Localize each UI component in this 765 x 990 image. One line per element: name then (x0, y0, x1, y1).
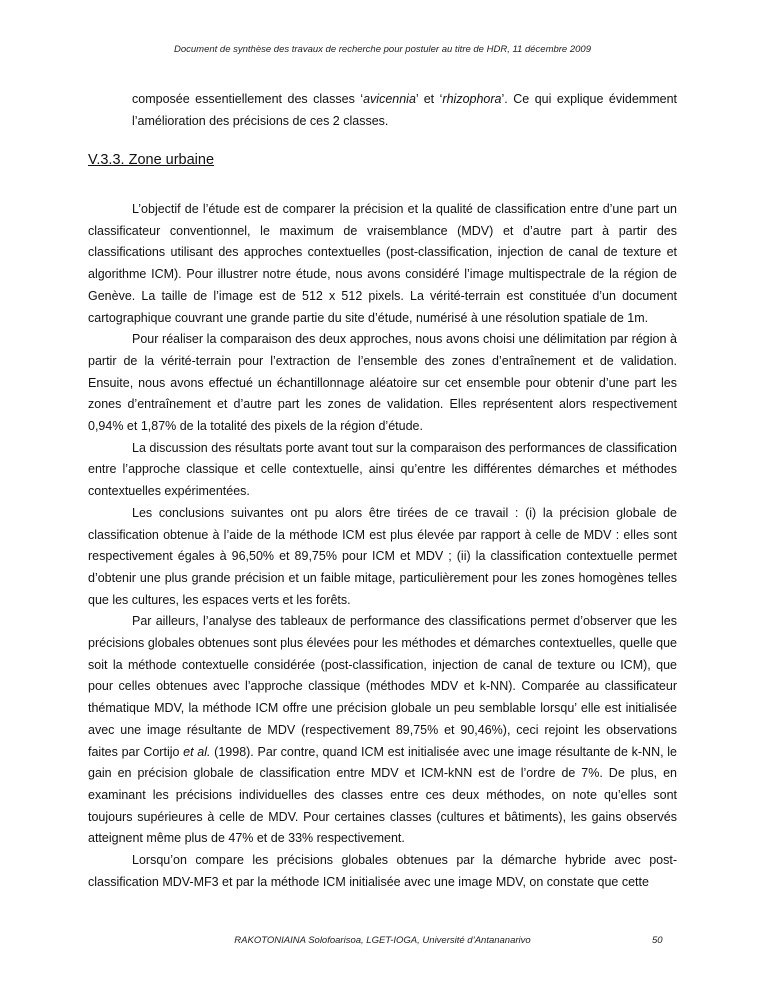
intro-continuation (132, 88, 677, 132)
section-heading: V.3.3. Zone urbaine (88, 152, 215, 168)
page-number: 50 (652, 935, 663, 946)
intro-species-rhizophora: rhizophora (442, 92, 502, 106)
intro-text-1: composée essentiellement des classes ‘ (132, 92, 364, 106)
intro-species-avicennia: avicennia (363, 92, 416, 106)
intro-text-2: ’ et ‘ (415, 92, 443, 106)
paragraph-conclusions: Les conclusions suivantes ont pu alors être tirées de ce travail : (i) la précision globale de classification obtenue à l’aide de la méthode ICM est plus élevée par rapport à celle de MDV : elles sont respectivement égales à 96,50% et 89,75% pour ICM et MDV ; (ii) la classification contextuelle permet d’obtenir une plus grande précision et un faible mitage, particulièrement pour les zones homogènes telles que les cultures, les espaces verts et les forêts. (88, 505, 677, 607)
footer-author: RAKOTONIAINA Solofoarisoa, LGET-IOGA, Université d’Antananarivo (234, 935, 531, 946)
analysis-citation-etal: et al. (183, 744, 211, 759)
paragraph-hybrid-comparison: Lorsqu’on compare les précisions globales obtenues par la démarche hybride avec post-classification MDV-MF3 et par la méthode ICM initialisée avec une image MDV, on constate que cette (88, 853, 677, 889)
paragraph-comparison-method: Pour réaliser la comparaison des deux approches, nous avons choisi une délimitation par région à partir de la vérité-terrain pour l’extraction de l’ensemble des zones d’entraînement et de validation. Ensuite, nous avons effectué un échantillonnage aléatoire sur cet ensemble pour obtenir d’une part les zones d’entraînement et d’autre part les zones de validation. Elles représentent alors respectivement 0,94% et 1,87% de la totalité des pixels de la région d’étude. (88, 332, 677, 434)
paragraph-analysis (88, 611, 677, 850)
intro-text-3: ’. Ce qui explique évidemment l’amélioration des précisions de ces 2 classes. (132, 92, 678, 128)
running-header: Document de synthèse des travaux de recherche pour postuler au titre de HDR, 11 décembre 2009 (173, 44, 591, 55)
paragraph-discussion: La discussion des résultats porte avant tout sur la comparaison des performances de classification entre l’approche classique et celle contextuelle, ainsi qu’entre les différentes démarches et méthodes contextuelles expérimentées. (88, 440, 677, 499)
analysis-text-2: (1998). Par contre, quand ICM est initialisée avec une image résultante de k-NN, le gain en précision globale de classification entre MDV et ICM-kNN est de l’ordre de 7%. De plus, en examinant les précisions individuelles des classes entre ces deux méthodes, on note qu’elles sont toujours supérieures à celle de MDV. Pour certaines classes (cultures et bâtiments), les gains observés atteignent même plus de 47% et de 33% respectivement. (88, 744, 677, 846)
paragraph-objective: L’objectif de l’étude est de comparer la précision et la qualité de classification entre d’une part un classificateur conventionnel, le maximum de vraisemblance (MDV) et d’autre part à partir des classifications utilisant des approches contextuelles (post-classification, injection de canal de texture et algorithme ICM). Pour illustrer notre étude, nous avons considéré l’image multispectrale de la région de Genève. La taille de l’image est de 512 x 512 pixels. La vérité-terrain est constituée d’un document cartographique couvrant une grande partie du site d’étude, numérisé à une résolution spatiale de 1m. (88, 202, 677, 325)
body-text (88, 199, 677, 894)
analysis-text-1: Par ailleurs, l’analyse des tableaux de performance des classifications permet d’observer que les précisions globales obtenues sont plus élevées pour les méthodes et démarches contextuelles, quelle que soit la méthode contextuelle considérée (post-classification, injection de canal de texture ou ICM), que pour celles obtenues avec l’approche classique (méthodes MDV et k-NN). Comparée au classificateur thématique MDV, la méthode ICM offre une précision globale un peu semblable lorsqu’ elle est initialisée avec une image résultante de MDV (respectivement 89,75% et 90,46%), ceci rejoint les observations faites par Cortijo (88, 614, 677, 759)
